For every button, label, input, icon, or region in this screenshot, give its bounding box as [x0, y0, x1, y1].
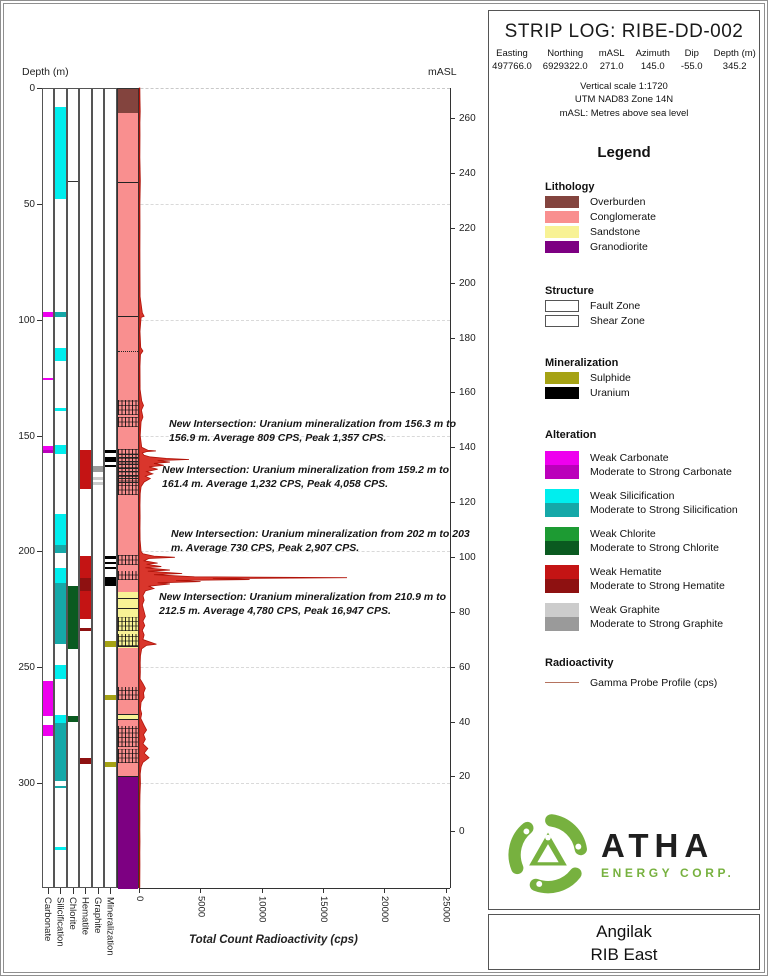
masl-tick [450, 667, 455, 668]
track-interval [93, 482, 104, 485]
legend-item-label: Overburden [590, 195, 646, 208]
note-masl: mASL: Metres above sea level [559, 107, 689, 119]
track-interval [105, 562, 116, 564]
alteration-weak-swatch [545, 565, 579, 579]
strip-log-chart [4, 4, 484, 972]
track-label: Carbonate [41, 897, 53, 942]
depth-tick-label: 100 [18, 314, 35, 326]
track-axis-tick [60, 888, 61, 894]
legend-item-label: Granodiorite [590, 240, 648, 253]
fault-zone-overlay [118, 617, 139, 631]
track-interval [105, 695, 116, 700]
fault-zone-overlay [118, 555, 139, 565]
lithology-marker [118, 608, 139, 609]
legend-alteration-item [545, 451, 753, 479]
depth-tick-label: 150 [18, 430, 35, 442]
granodiorite-swatch [545, 241, 579, 253]
lithology-marker [118, 457, 139, 458]
track-interval [55, 514, 66, 544]
meta-label: Azimuth [635, 48, 670, 59]
alteration-weak-label: Weak Carbonate [590, 451, 669, 464]
track-interval [105, 567, 116, 569]
info-panel [488, 10, 760, 910]
lithology-marker [118, 475, 139, 476]
track-carbonate [42, 88, 55, 888]
alteration-weak-swatch [545, 527, 579, 541]
sulphide-swatch [545, 372, 579, 384]
lithology-interval-granodiorite [118, 776, 139, 889]
note-scale: Vertical scale 1:1720 [580, 81, 668, 92]
alteration-labels [590, 603, 723, 631]
alteration-strong-swatch [545, 503, 579, 517]
track-axis-tick [98, 888, 99, 894]
lithology-marker [118, 598, 139, 599]
alteration-strong-label: Moderate to Strong Hematite [590, 579, 725, 592]
alteration-swatch [545, 603, 579, 631]
alteration-strong-swatch [545, 617, 579, 631]
alteration-swatch [545, 451, 579, 479]
atha-logo-mark [507, 813, 589, 895]
legend-item-label: Sulphide [590, 371, 631, 384]
fault-zone-overlay [118, 634, 139, 647]
intersection-annotation: New Intersection: Uranium mineralization from 156.3 m to 156.9 m. Average 809 CPS, Peak 1,357 CPS. [169, 418, 457, 444]
masl-tick [450, 173, 455, 174]
gamma-axis-line [139, 888, 450, 889]
fault-zone-overlay [118, 726, 139, 747]
track-interval [55, 107, 66, 200]
lithology-marker [118, 478, 139, 479]
legend-section-title: Radioactivity [545, 656, 614, 669]
meta-label: Easting [496, 48, 528, 59]
masl-tick [450, 722, 455, 723]
shear-swatch [545, 315, 579, 327]
lithology-marker [118, 461, 139, 462]
masl-tick-label: 220 [459, 222, 476, 234]
meta-value: 497766.0 [492, 61, 532, 72]
track-label: Graphite [91, 897, 103, 934]
gamma-tick-label: 15000 [317, 896, 329, 923]
gamma-line-label: Gamma Probe Profile (cps) [590, 676, 718, 689]
alteration-weak-label: Weak Graphite [590, 603, 660, 616]
gamma-axis-tick [323, 888, 324, 893]
lithology-marker [118, 182, 139, 183]
uranium-swatch [545, 387, 579, 399]
alteration-weak-label: Weak Hematite [590, 565, 662, 578]
track-interval [105, 465, 116, 467]
legend-item [545, 226, 753, 238]
depth-tick-label: 250 [18, 662, 35, 674]
alteration-labels [590, 565, 725, 593]
intersection-annotation: New Intersection: Uranium mineralization from 159.2 m to 161.4 m. Average 1,232 CPS, Peak 4,058 CPS. [162, 464, 450, 490]
fault-swatch [545, 300, 579, 312]
conglomerate-swatch [545, 211, 579, 223]
legend-item [545, 372, 753, 384]
masl-tick-label: 160 [459, 387, 476, 399]
fault-zone-overlay [118, 749, 139, 763]
masl-tick-label: 60 [459, 661, 471, 673]
masl-tick-label: 140 [459, 442, 476, 454]
lithology-marker-dotted [118, 351, 139, 352]
gamma-tick-label: 0 [134, 896, 145, 902]
masl-tick [450, 338, 455, 339]
page-title: STRIP LOG: RIBE-DD-002 [504, 21, 744, 42]
meta-label: mASL [598, 48, 625, 59]
track-interval [105, 450, 116, 453]
logo-wordmark: ATHA [601, 826, 715, 864]
track-interval [55, 786, 66, 789]
gamma-axis-title: Total Count Radioactivity (cps) [189, 934, 358, 946]
track-interval [43, 312, 54, 318]
lithology-marker [118, 471, 139, 472]
masl-tick-label: 120 [459, 497, 476, 509]
lithology-marker [118, 776, 139, 777]
legend-radioactivity-item [545, 677, 753, 689]
legend-alteration-item [545, 565, 753, 593]
track-interval [43, 450, 54, 453]
track-label: Chlorite [66, 897, 78, 930]
meta-value: 271.0 [599, 61, 624, 72]
track-interval [93, 477, 104, 480]
legend-item-label: Uranium [590, 386, 630, 399]
legend-item [545, 241, 753, 253]
track-interval [55, 348, 66, 362]
meta-value: 345.2 [722, 61, 747, 72]
meta-value: -55.0 [680, 61, 703, 72]
masl-tick-label: 100 [459, 551, 476, 563]
lithology-column [117, 88, 140, 888]
track-interval [80, 556, 91, 578]
track-hematite [79, 88, 92, 888]
track-interval [55, 312, 66, 318]
lithology-marker [118, 316, 139, 317]
overburden-swatch [545, 196, 579, 208]
fault-zone-overlay [118, 417, 139, 427]
legend-item-label: Sandstone [590, 225, 641, 238]
track-line-marker [68, 181, 79, 182]
area-name: RIB East [590, 945, 658, 964]
track-interval [43, 725, 54, 735]
legend-alteration-item [545, 489, 753, 517]
track-interval [43, 681, 54, 716]
fault-zone-overlay [118, 400, 139, 415]
map-notes [489, 80, 759, 120]
alteration-weak-label: Weak Chlorite [590, 527, 656, 540]
masl-tick [450, 283, 455, 284]
lithology-marker [118, 719, 139, 720]
masl-tick-label: 240 [459, 168, 476, 180]
legend-section-title: Mineralization [545, 356, 619, 369]
track-interval [43, 378, 54, 381]
lithology-marker [118, 646, 139, 647]
gamma-tick-label: 5000 [195, 896, 207, 918]
alteration-strong-label: Moderate to Strong Chlorite [590, 541, 719, 554]
gamma-line-sample [545, 682, 579, 683]
depth-axis-title: Depth (m) [22, 66, 69, 78]
track-label: Hematite [79, 897, 91, 936]
legend-item [545, 300, 753, 312]
lithology-marker [118, 714, 139, 715]
intersection-annotation: New Intersection: Uranium mineralization from 210.9 m to 212.5 m. Average 4,780 CPS, Peak 16,947 CPS. [159, 591, 447, 617]
alteration-weak-swatch [545, 489, 579, 503]
alteration-strong-swatch [545, 541, 579, 555]
lithology-interval-conglomerate [118, 648, 139, 714]
track-interval [55, 545, 66, 553]
title-block [488, 914, 760, 970]
gamma-axis-tick [139, 888, 140, 893]
lithology-marker [118, 468, 139, 469]
track-interval [55, 583, 66, 644]
masl-tick-label: 40 [459, 716, 471, 728]
meta-value: 6929322.0 [542, 61, 588, 72]
alteration-strong-label: Moderate to Strong Carbonate [590, 465, 732, 478]
track-interval [105, 457, 116, 463]
track-label: Mineralization [104, 897, 116, 956]
gamma-tick-label: 25000 [440, 896, 452, 923]
track-interval [93, 466, 104, 472]
track-interval [105, 577, 116, 587]
alteration-strong-label: Moderate to Strong Silicification [590, 503, 738, 516]
alteration-labels [590, 527, 719, 555]
masl-tick [450, 447, 455, 448]
track-interval [55, 568, 66, 583]
gamma-tick-label: 20000 [379, 896, 391, 923]
alteration-labels [590, 451, 732, 479]
alteration-weak-swatch [545, 603, 579, 617]
masl-tick [450, 557, 455, 558]
depth-tick-label: 200 [18, 546, 35, 558]
lithology-interval-overburden [118, 89, 139, 113]
alteration-swatch [545, 489, 579, 517]
track-interval [55, 715, 66, 723]
gamma-axis-tick [446, 888, 447, 893]
legend-item-label: Shear Zone [590, 314, 645, 327]
legend-alteration-item [545, 603, 753, 631]
alteration-weak-label: Weak Silicification [590, 489, 675, 502]
meta-label: Dip [684, 48, 699, 59]
legend-section-title: Alteration [545, 428, 597, 441]
track-interval [55, 408, 66, 411]
track-label: Silicification [54, 897, 66, 947]
legend-item [545, 196, 753, 208]
track-interval [105, 556, 116, 559]
meta-value: 145.0 [640, 61, 665, 72]
lithology-marker [118, 482, 139, 483]
track-interval [105, 641, 116, 647]
masl-tick [450, 392, 455, 393]
depth-tick-label: 0 [29, 83, 35, 94]
alteration-strong-swatch [545, 579, 579, 593]
depth-tick-label: 300 [18, 778, 35, 790]
intersection-annotation: New Intersection: Uranium mineralization from 202 m to 203 m. Average 730 CPS, Peak 2,907 CPS. [171, 528, 470, 554]
masl-tick-label: 80 [459, 606, 471, 618]
track-axis-tick [85, 888, 86, 894]
masl-tick-label: 180 [459, 332, 476, 344]
sandstone-swatch [545, 226, 579, 238]
alteration-labels [590, 489, 738, 517]
legend-alteration-item [545, 527, 753, 555]
track-interval [55, 847, 66, 850]
legend-section-title: Structure [545, 284, 594, 297]
meta-label: Northing [547, 48, 584, 59]
note-datum: UTM NAD83 Zone 14N [574, 94, 674, 106]
track-interval [105, 762, 116, 767]
depth-tick-label: 50 [23, 198, 35, 210]
masl-tick-label: 20 [459, 771, 471, 783]
legend-item-label: Fault Zone [590, 299, 641, 312]
masl-tick-label: 200 [459, 277, 476, 289]
lithology-interval-conglomerate [118, 113, 139, 592]
gamma-axis-tick [200, 888, 201, 893]
track-interval [68, 586, 79, 649]
alteration-weak-swatch [545, 451, 579, 465]
logo-subtitle: ENERGY CORP. [601, 865, 735, 880]
masl-tick-label: 0 [459, 826, 465, 838]
masl-tick [450, 118, 455, 119]
project-name: Angilak [596, 922, 652, 941]
masl-tick [450, 502, 455, 503]
track-interval [80, 578, 91, 591]
masl-tick [450, 228, 455, 229]
legend-item-label: Conglomerate [590, 210, 656, 223]
gamma-axis-tick [384, 888, 385, 893]
masl-tick [450, 831, 455, 832]
alteration-swatch [545, 527, 579, 555]
meta-label: Depth (m) [713, 48, 756, 59]
track-interval [80, 591, 91, 619]
track-interval [55, 723, 66, 781]
collar-metadata [489, 48, 759, 72]
track-axis-tick [48, 888, 49, 894]
gamma-tick-label: 10000 [256, 896, 268, 923]
alteration-strong-swatch [545, 465, 579, 479]
legend-item [545, 315, 753, 327]
track-interval [80, 628, 91, 631]
masl-tick [450, 776, 455, 777]
track-chlorite [67, 88, 80, 888]
legend [489, 181, 759, 689]
lithology-marker [118, 464, 139, 465]
lithology-marker [118, 454, 139, 455]
track-axis-tick [110, 888, 111, 894]
track-mineralization [104, 88, 117, 888]
fault-zone-overlay [118, 571, 139, 580]
masl-axis-title: mASL [428, 66, 457, 78]
legend-title: Legend [597, 143, 651, 161]
legend-item [545, 387, 753, 399]
atha-logo [507, 813, 734, 895]
track-interval [68, 716, 79, 722]
track-interval [80, 758, 91, 764]
track-silicification [54, 88, 67, 888]
track-graphite [92, 88, 105, 888]
legend-section-title: Lithology [545, 180, 595, 193]
masl-tick-label: 260 [459, 113, 476, 125]
alteration-strong-label: Moderate to Strong Graphite [590, 617, 724, 630]
alteration-swatch [545, 565, 579, 593]
track-interval [55, 445, 66, 454]
track-interval [55, 665, 66, 679]
track-axis-tick [73, 888, 74, 894]
fault-zone-overlay [118, 687, 139, 700]
gamma-axis-tick [262, 888, 263, 893]
track-interval [80, 450, 91, 489]
legend-item [545, 211, 753, 223]
